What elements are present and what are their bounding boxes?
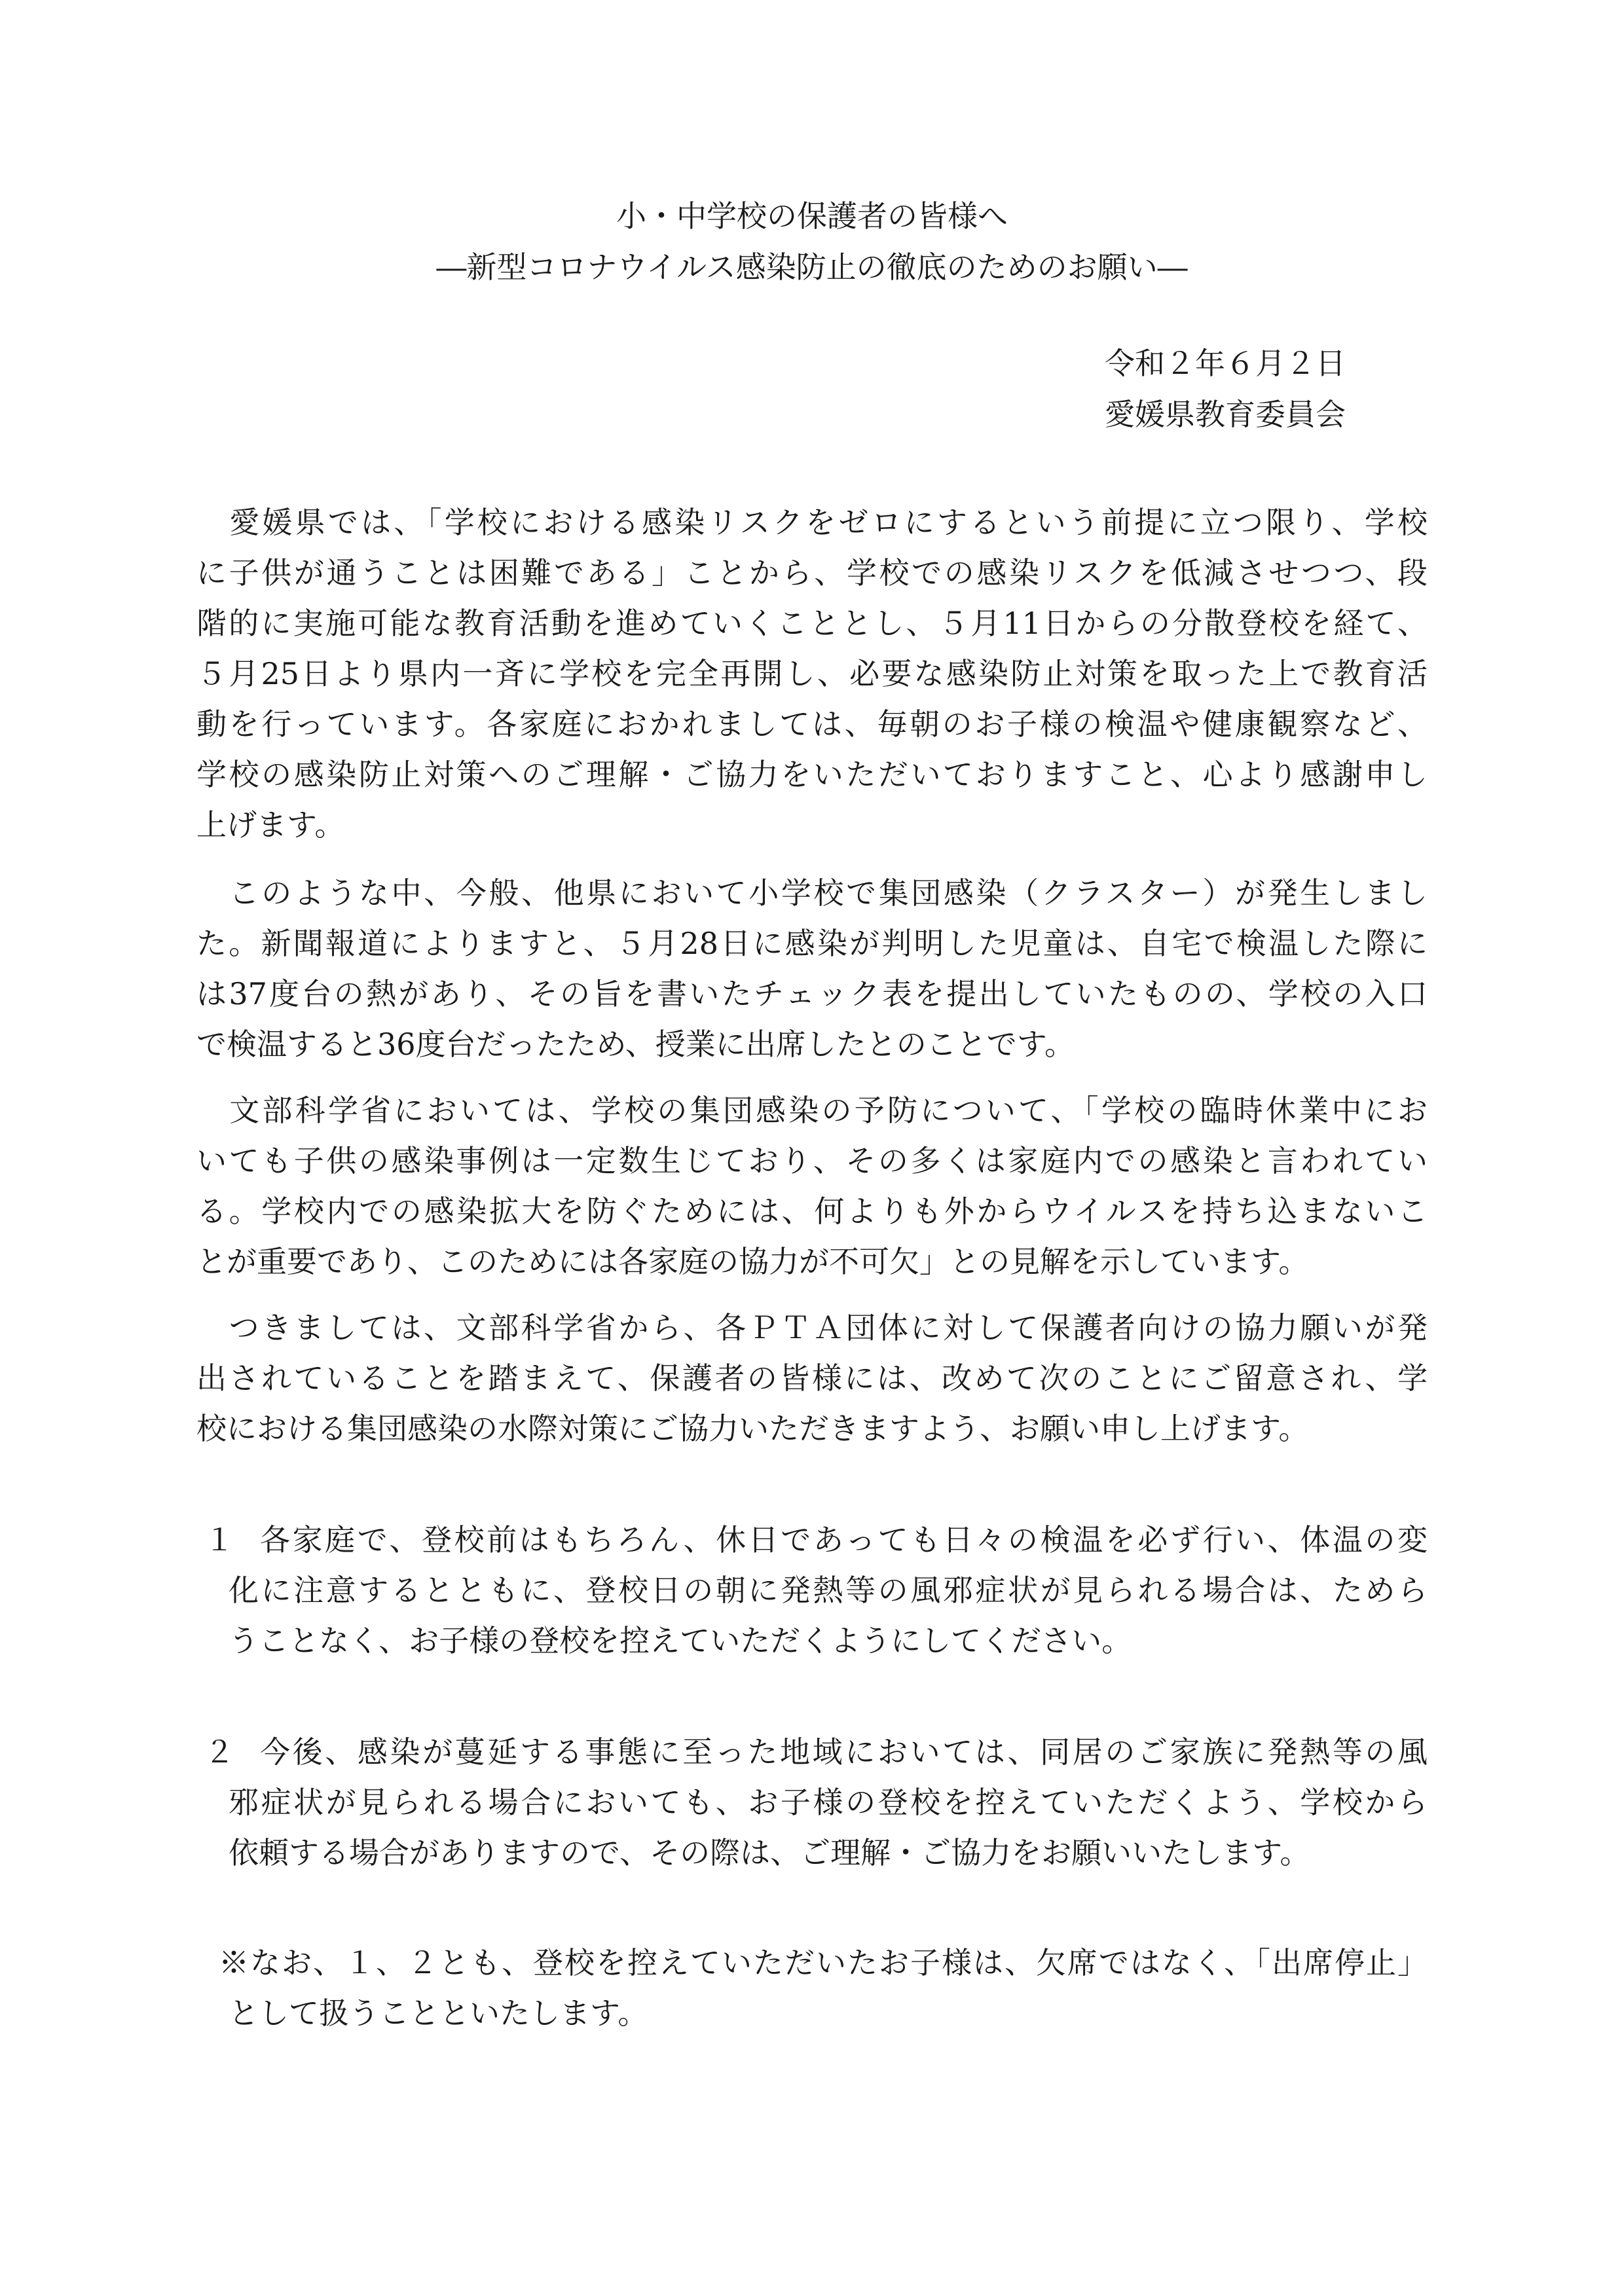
paragraph-3-line: いても子供の感染事例は一定数生じており、その多くは家庭内での感染と言われてい [196,1143,1428,1178]
paragraph-4-line: つきましては、文部科学省から、各ＰＴＡ団体に対して保護者向けの協力願いが発 [196,1310,1428,1345]
paragraph-1-line: ５月25日より県内一斉に学校を完全再開し、必要な感染防止対策を取った上で教育活 [196,656,1428,691]
paragraph-4-line: 出されていることを踏まえて、保護者の皆様には、改めて次のことにご留意され、学 [196,1360,1428,1396]
issue-date: 令和２年６月２日 [1105,346,1346,381]
paragraph-2-line: で検温すると36度台だったため、授業に出席したとのことです。 [196,1027,1075,1062]
paragraph-1-line: 愛媛県では、「学校における感染リスクをゼロにするという前提に立つ限り、学校 [196,505,1428,540]
paragraph-4-line: 校における集団感染の水際対策にご協力いただきますよう、お願い申し上げます。 [196,1411,1309,1446]
item-1-line: うことなく、お子様の登校を控えていただくようにしてください。 [229,1623,1132,1658]
paragraph-1-line: 動を行っています。各家庭におかれましては、毎朝のお子様の検温や健康観察など、 [196,706,1428,742]
note-line: ※なお、１、２とも、登校を控えていただいたお子様は、欠席ではなく、「出席停止」 [219,1945,1428,1980]
paragraph-2-line: は37度台の熱があり、その旨を書いたチェック表を提出していたものの、学校の入口 [196,976,1428,1011]
paragraph-1-line: に子供が通うことは困難である」ことから、学校での感染リスクを低減させつつ、段 [196,555,1428,591]
issuer-name: 愛媛県教育委員会 [1105,397,1346,432]
item-2-line: 依頼する場合がありますので、その際は、ご理解・ご協力をお願いいたします。 [229,1835,1310,1870]
paragraph-3-line: とが重要であり、このためには各家庭の協力が不可欠」との見解を示しています。 [196,1244,1309,1279]
document-title: 小・中学校の保護者の皆様へ [616,198,1008,234]
paragraph-1-line: 上げます。 [196,807,345,843]
item-1-number: １ [204,1522,234,1558]
paragraph-1-line: 学校の感染防止対策へのご理解・ご協力をいただいておりますこと、心より感謝申し [196,757,1428,792]
item-1-line: 化に注意するとともに、登校日の朝に発熱等の風邪症状が見られる場合は、ためら [229,1573,1428,1608]
paragraph-2-line: た。新聞報道によりますと、５月28日に感染が判明した児童は、自宅で検温した際に [196,926,1428,961]
paragraph-3-line: 文部科学省においては、学校の集団感染の予防について、「学校の臨時休業中にお [196,1093,1428,1128]
item-1-line: 各家庭で、登校前はもちろん、休日であっても日々の検温を必ず行い、体温の変 [260,1522,1428,1558]
item-2-line: 邪症状が見られる場合においても、お子様の登校を控えていただくよう、学校から [229,1785,1428,1820]
paragraph-2-line: このような中、今般、他県において小学校で集団感染（クラスター）が発生しまし [196,875,1428,911]
note-line: として扱うことといたします。 [229,1995,648,2031]
item-2-line: 今後、感染が蔓延する事態に至った地域においては、同居のご家族に発熱等の風 [260,1734,1428,1770]
document-subtitle: ―新型コロナウイルス感染防止の徹底のためのお願い― [436,249,1188,285]
item-2-number: ２ [204,1734,234,1770]
paragraph-3-line: る。学校内での感染拡大を防ぐためには、何よりも外からウイルスを持ち込まないこ [196,1194,1428,1229]
paragraph-1-line: 階的に実施可能な教育活動を進めていくこととし、５月11日からの分散登校を経て、 [196,606,1428,641]
